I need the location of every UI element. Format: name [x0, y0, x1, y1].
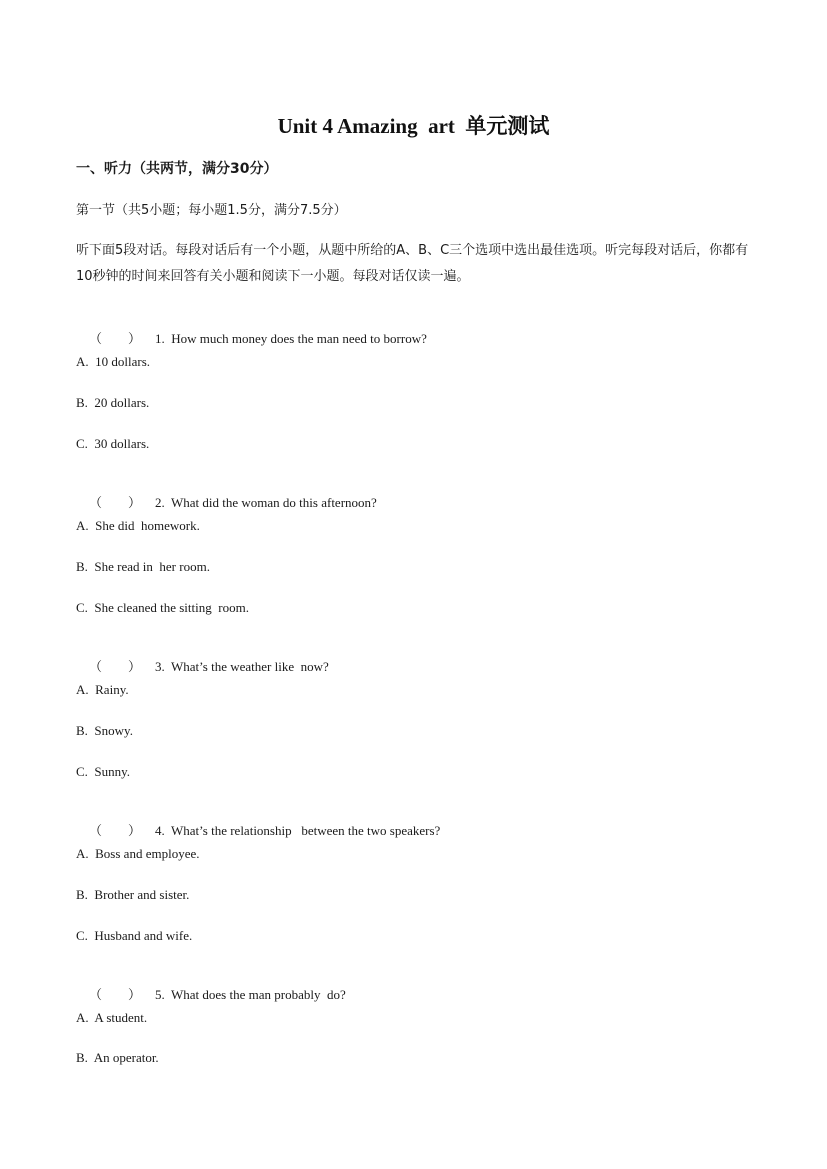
part-heading: 第一节（共5小题；每小题1.5分，满分7.5分） — [76, 203, 347, 218]
option-4b: B. Brother and sister. — [76, 887, 190, 902]
option-3c: C. Sunny. — [76, 764, 131, 779]
option-2c: C. She cleaned the sitting room. — [76, 600, 249, 615]
answer-blank[interactable]: （ ） — [89, 495, 142, 510]
option-3b: B. Snowy. — [76, 723, 133, 738]
option-5a: A. A student. — [76, 1010, 148, 1025]
question-stem: 3. What’s the weather like now? — [155, 659, 329, 674]
option-5b: B. An operator. — [76, 1050, 159, 1065]
question-stem: 5. What does the man probably do? — [155, 987, 346, 1002]
answer-blank[interactable]: （ ） — [89, 823, 142, 838]
question-stem: 4. What’s the relationship between the two speakers? — [155, 823, 441, 838]
page-title: Unit 4 Amazing art 单元测试 — [277, 114, 550, 138]
question-stem: 1. How much money does the man need to borrow? — [155, 331, 427, 346]
answer-blank[interactable]: （ ） — [89, 659, 142, 674]
option-3a: A. Rainy. — [76, 682, 129, 697]
question-stem: 2. What did the woman do this afternoon? — [155, 495, 377, 510]
option-1c: C. 30 dollars. — [76, 436, 150, 451]
instructions: 听下面5段对话。每段对话后有一个小题，从题中所给的A、B、C三个选项中选出最佳选项。听完每段对话后，你都有10秒钟的时间来回答有关小题和阅读下一小题。每段对话仅读一遍。 — [76, 243, 749, 284]
option-1b: B. 20 dollars. — [76, 395, 150, 410]
option-4c: C. Husband and wife. — [76, 928, 193, 943]
section-heading: 一、听力（共两节，满分30分） — [76, 161, 278, 177]
option-2b: B. She read in her room. — [76, 559, 210, 574]
option-2a: A. She did homework. — [76, 518, 200, 533]
answer-blank[interactable]: （ ） — [89, 331, 142, 346]
option-1a: A. 10 dollars. — [76, 354, 151, 369]
option-4a: A. Boss and employee. — [76, 846, 200, 861]
answer-blank[interactable]: （ ） — [89, 987, 142, 1002]
